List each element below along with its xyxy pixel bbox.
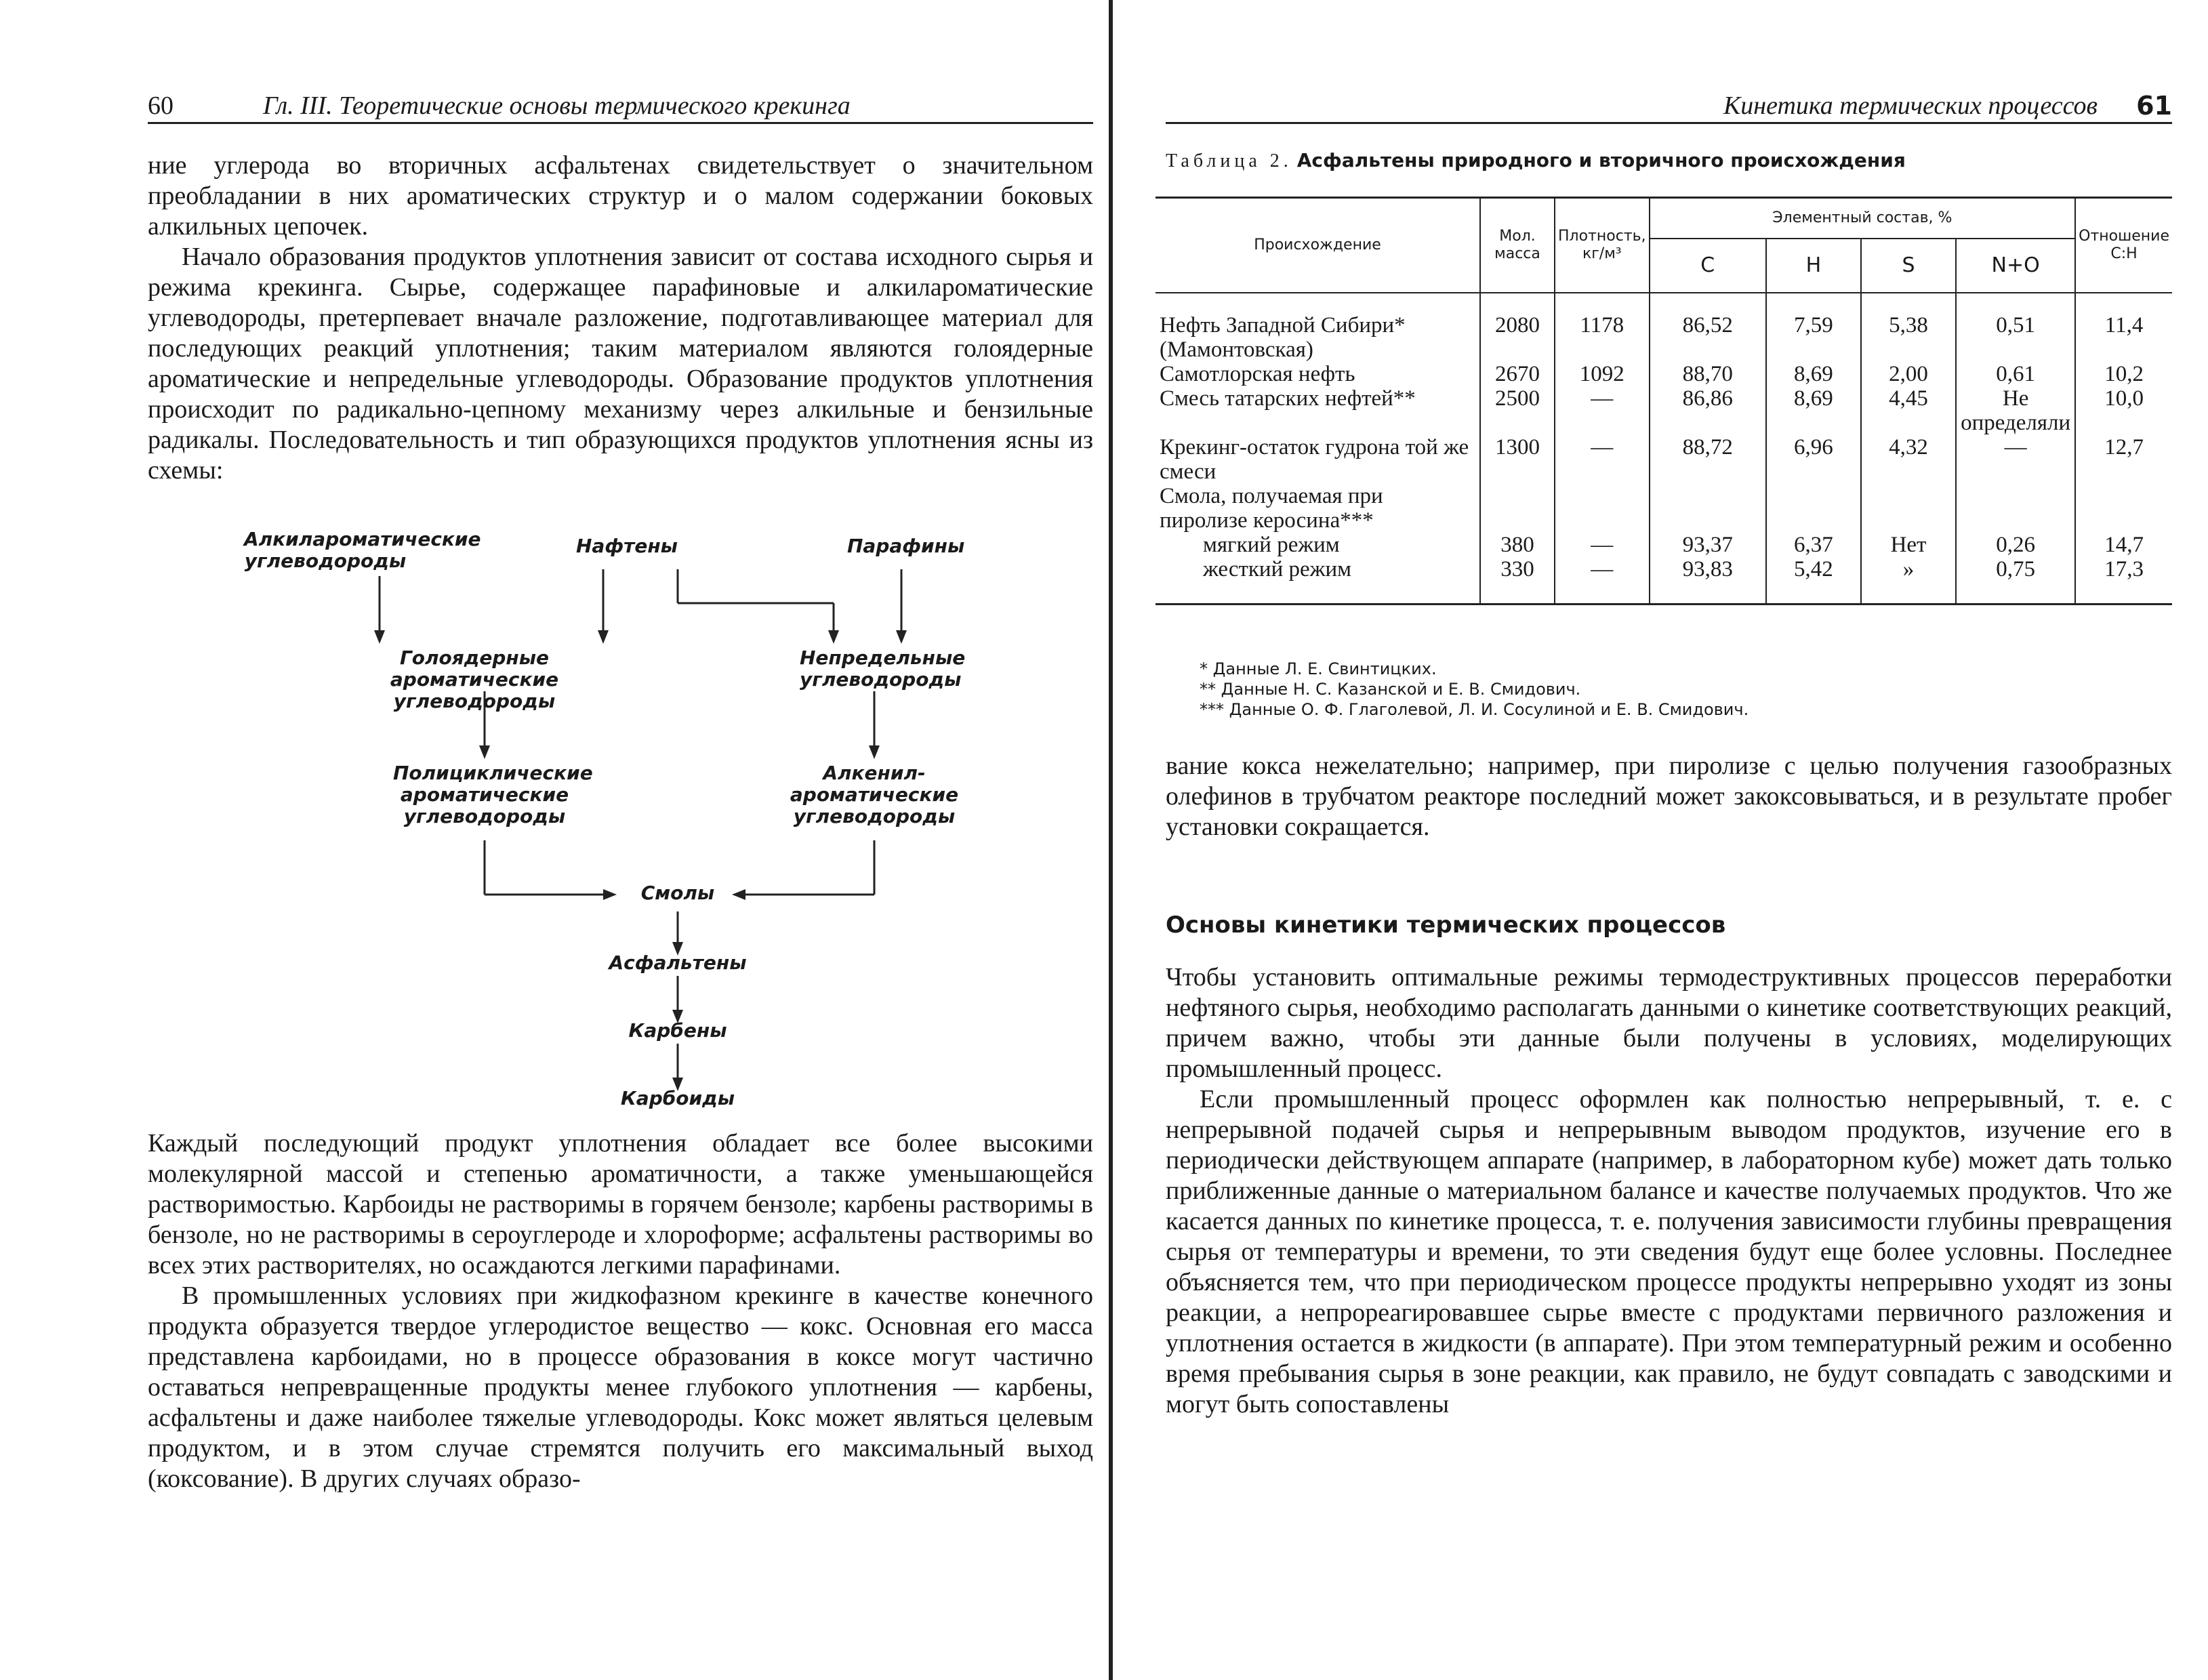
cell: 6,96 xyxy=(1766,435,1861,484)
right-page-number: 61 xyxy=(2136,91,2172,121)
cell: 1178 xyxy=(1555,313,1650,362)
cell: Не определяли xyxy=(1956,386,2075,435)
cell: 17,3 xyxy=(2075,557,2172,605)
cell: 1092 xyxy=(1555,362,1650,386)
cell: Самотлорская нефть xyxy=(1160,361,1355,386)
left-page xyxy=(0,0,1098,1680)
cell: 10,0 xyxy=(2075,386,2172,435)
col-c: C xyxy=(1650,239,1766,293)
cell: 380 xyxy=(1480,533,1555,557)
right-body-continue xyxy=(1166,751,2172,842)
cell: 7,59 xyxy=(1766,313,1861,362)
table-row xyxy=(1156,386,2172,435)
section-title: Основы кинетики термических процессов xyxy=(1166,911,1726,939)
table-caption-title: Асфальтены природного и вторичного происхождения xyxy=(1296,149,1906,171)
col-s: S xyxy=(1861,239,1956,293)
cell: 4,45 xyxy=(1861,386,1956,435)
node-alkylaromatic: Алкилароматические углеводороды xyxy=(244,528,481,572)
cell: 2500 xyxy=(1480,386,1555,435)
node-polycyclic: Полициклические ароматические углеводороды xyxy=(393,762,593,827)
node-resins: Смолы xyxy=(640,882,715,904)
node-asphaltenes: Асфальтены xyxy=(609,951,747,974)
cell: мягкий режим xyxy=(1203,532,1340,557)
cell: Нефть Западной Сибири* (Мамонтовская) xyxy=(1160,312,1406,362)
cell: 330 xyxy=(1480,557,1555,605)
cell: Нет xyxy=(1861,533,1956,557)
col-no: N+O xyxy=(1956,239,2075,293)
table-caption xyxy=(1166,149,1906,172)
cell: — xyxy=(1555,533,1650,557)
cell: Смесь татарских нефтей** xyxy=(1160,386,1416,411)
col-density: Плотность, кг/м³ xyxy=(1555,198,1650,293)
paragraph: Каждый последующий продукт уплотнения обладает все более высокими молекулярной массой и степенью ароматичности, а также уменьшающейся растворимостью. Карбоиды не растворимы в горячем бензоле; карбены растворимы в бензоле, но не растворимы в сероуглероде и хлороформе; асфальтены растворимы во всех этих растворителях, но осаждаются легкими парафинами. xyxy=(148,1129,1093,1279)
paragraph: Если промышленный процесс оформлен как полностью непрерывный, т. е. с непрерывной подачей сырья и непрерывным выводом продуктов, изучение его в периодически действующем аппарате (например, в лабораторном кубе) может дать только приближенные данные о материальном балансе и качестве получаемых продуктов. Что же касается данных по кинетике процесса, т. е. получения зависимости глубины превращения сырья от температуры и времени, то эти сведения будут еще более условны. Последнее объясняется тем, что при периодическом процессе продукты непрерывно уходят из зоны реакции, а непрореагировавшее сырье вместе с продуктами первичного разложения и уплотнения остается в жидкости (в аппарате). При этом температурный режим и особенно время пребывания сырья в зоне реакции, как правило, не будут совпадать с заводскими и могут быть сопоставлены xyxy=(1166,1085,2172,1418)
table-row xyxy=(1156,533,2172,557)
cell: 4,32 xyxy=(1861,435,1956,484)
asphaltenes-table xyxy=(1156,197,2172,605)
col-ratio: Отношение C:H xyxy=(2075,198,2172,293)
table-row xyxy=(1156,362,2172,386)
cell: — xyxy=(1555,557,1650,605)
cell: 2080 xyxy=(1480,313,1555,362)
cell: 5,42 xyxy=(1766,557,1861,605)
cell: 0,26 xyxy=(1956,533,2075,557)
cell: 0,75 xyxy=(1956,557,2075,605)
cell: — xyxy=(1956,435,2075,484)
cell: 86,86 xyxy=(1650,386,1766,435)
col-origin: Происхождение xyxy=(1254,236,1381,253)
cell: 6,37 xyxy=(1766,533,1861,557)
table-footnotes xyxy=(1200,659,2148,720)
left-body-top xyxy=(148,150,1093,486)
table-caption-label: Таблица 2. xyxy=(1166,150,1292,171)
cell: 86,52 xyxy=(1650,313,1766,362)
right-running-header xyxy=(1166,88,2172,124)
footnote: ** Данные Н. С. Казанской и Е. В. Смидович. xyxy=(1200,680,1581,699)
table-row xyxy=(1156,557,2172,605)
cell: 88,72 xyxy=(1650,435,1766,484)
node-naphthenes: Нафтены xyxy=(576,535,678,557)
paragraph: Чтобы установить оптимальные режимы термодеструктивных процессов переработки нефтяного сырья, необходимо располагать данными о кинетике соответствующих реакций, причем важно, чтобы эти данные были получены в условиях, моделирующих промышленный процесс. xyxy=(1166,963,2172,1083)
footnote: *** Данные О. Ф. Глаголевой, Л. И. Сосулиной и Е. В. Смидович. xyxy=(1200,700,1749,719)
cell: 14,7 xyxy=(2075,533,2172,557)
condensation-scheme xyxy=(224,529,1037,1125)
paragraph: Начало образования продуктов уплотнения зависит от состава исходного сырья и режима крекинга. Сырье, содержащее парафиновые и алкилароматические углеводороды, претерпевает вначале разложение, подготавливающее материал для последующих реакций уплотнения; таким материалом являются голоядерные ароматические и непредельные углеводороды. Образование продуктов уплотнения происходит по радикально-цепному механизму через алкильные и бензильные радикалы. Последовательность и тип образующихся продуктов уплотнения ясны из схемы: xyxy=(148,243,1093,485)
left-running-header xyxy=(148,88,1093,124)
node-bare-aromatic: Голоядерные ароматические углеводороды xyxy=(390,647,559,712)
col-h: H xyxy=(1766,239,1861,293)
left-running-head: Гл. III. Теоретические основы термического крекинга xyxy=(263,91,851,120)
node-carboids: Карбоиды xyxy=(620,1087,735,1109)
node-alkenyl: Алкенил-ароматические углеводороды xyxy=(790,762,959,827)
cell: 88,70 xyxy=(1650,362,1766,386)
cell: 1300 xyxy=(1480,435,1555,484)
table-row xyxy=(1156,313,2172,362)
cell: жесткий режим xyxy=(1203,556,1351,581)
cell: 93,83 xyxy=(1650,557,1766,605)
table-row xyxy=(1156,435,2172,484)
cell: — xyxy=(1555,435,1650,484)
cell: Крекинг-остаток гудрона той же смеси xyxy=(1160,434,1469,484)
node-carbenes: Карбены xyxy=(628,1019,727,1042)
right-running-head: Кинетика термических процессов xyxy=(1723,91,2098,120)
right-page xyxy=(1125,0,2208,1680)
paragraph: вание кокса нежелательно; например, при пиролизе с целью получения газообразных олефинов в трубчатом реакторе последний может закоксовываться, и в результате пробег установки сокращается. xyxy=(1166,752,2172,841)
cell: 8,69 xyxy=(1766,386,1861,435)
cell: 0,51 xyxy=(1956,313,2075,362)
cell: 0,61 xyxy=(1956,362,2075,386)
cell: 2,00 xyxy=(1861,362,1956,386)
cell: 93,37 xyxy=(1650,533,1766,557)
cell: 2670 xyxy=(1480,362,1555,386)
cell: » xyxy=(1861,557,1956,605)
paragraph: В промышленных условиях при жидкофазном крекинге в качестве конечного продукта образуется твердое углеродистое вещество — кокс. Основная его масса представлена карбоидами, но в процессе образования в коксе могут частично оставаться непревращенные продукты менее глубокого уплотнения — карбены, асфальтены и даже наиболее тяжелые углеводороды. Кокс может являться целевым продуктом, и в этом случае стремятся получить его максимальный выход (коксование). В других случаях образо- xyxy=(148,1282,1093,1493)
right-body-main xyxy=(1166,962,2172,1420)
table-row xyxy=(1156,484,2172,533)
cell: Смола, получаемая при пиролизе керосина*** xyxy=(1160,483,1383,533)
cell: 8,69 xyxy=(1766,362,1861,386)
footnote: * Данные Л. Е. Свинтицких. xyxy=(1200,659,1437,678)
node-paraffins: Парафины xyxy=(847,535,965,557)
cell: 12,7 xyxy=(2075,435,2172,484)
col-mol-mass: Мол. масса xyxy=(1480,198,1555,293)
col-elemental: Элементный состав, % xyxy=(1650,198,2076,239)
cell: 11,4 xyxy=(2075,313,2172,362)
cell: — xyxy=(1555,386,1650,435)
book-gutter xyxy=(1109,0,1113,1680)
node-unsaturated: Непредельные углеводороды xyxy=(800,647,966,691)
paragraph: ние углерода во вторичных асфальтенах свидетельствует о значительном преобладании в них ароматических структур и о малом содержании боковых алкильных цепочек. xyxy=(148,151,1093,241)
left-page-number: 60 xyxy=(148,91,173,120)
cell: 10,2 xyxy=(2075,362,2172,386)
cell: 5,38 xyxy=(1861,313,1956,362)
left-body-bottom xyxy=(148,1128,1093,1494)
